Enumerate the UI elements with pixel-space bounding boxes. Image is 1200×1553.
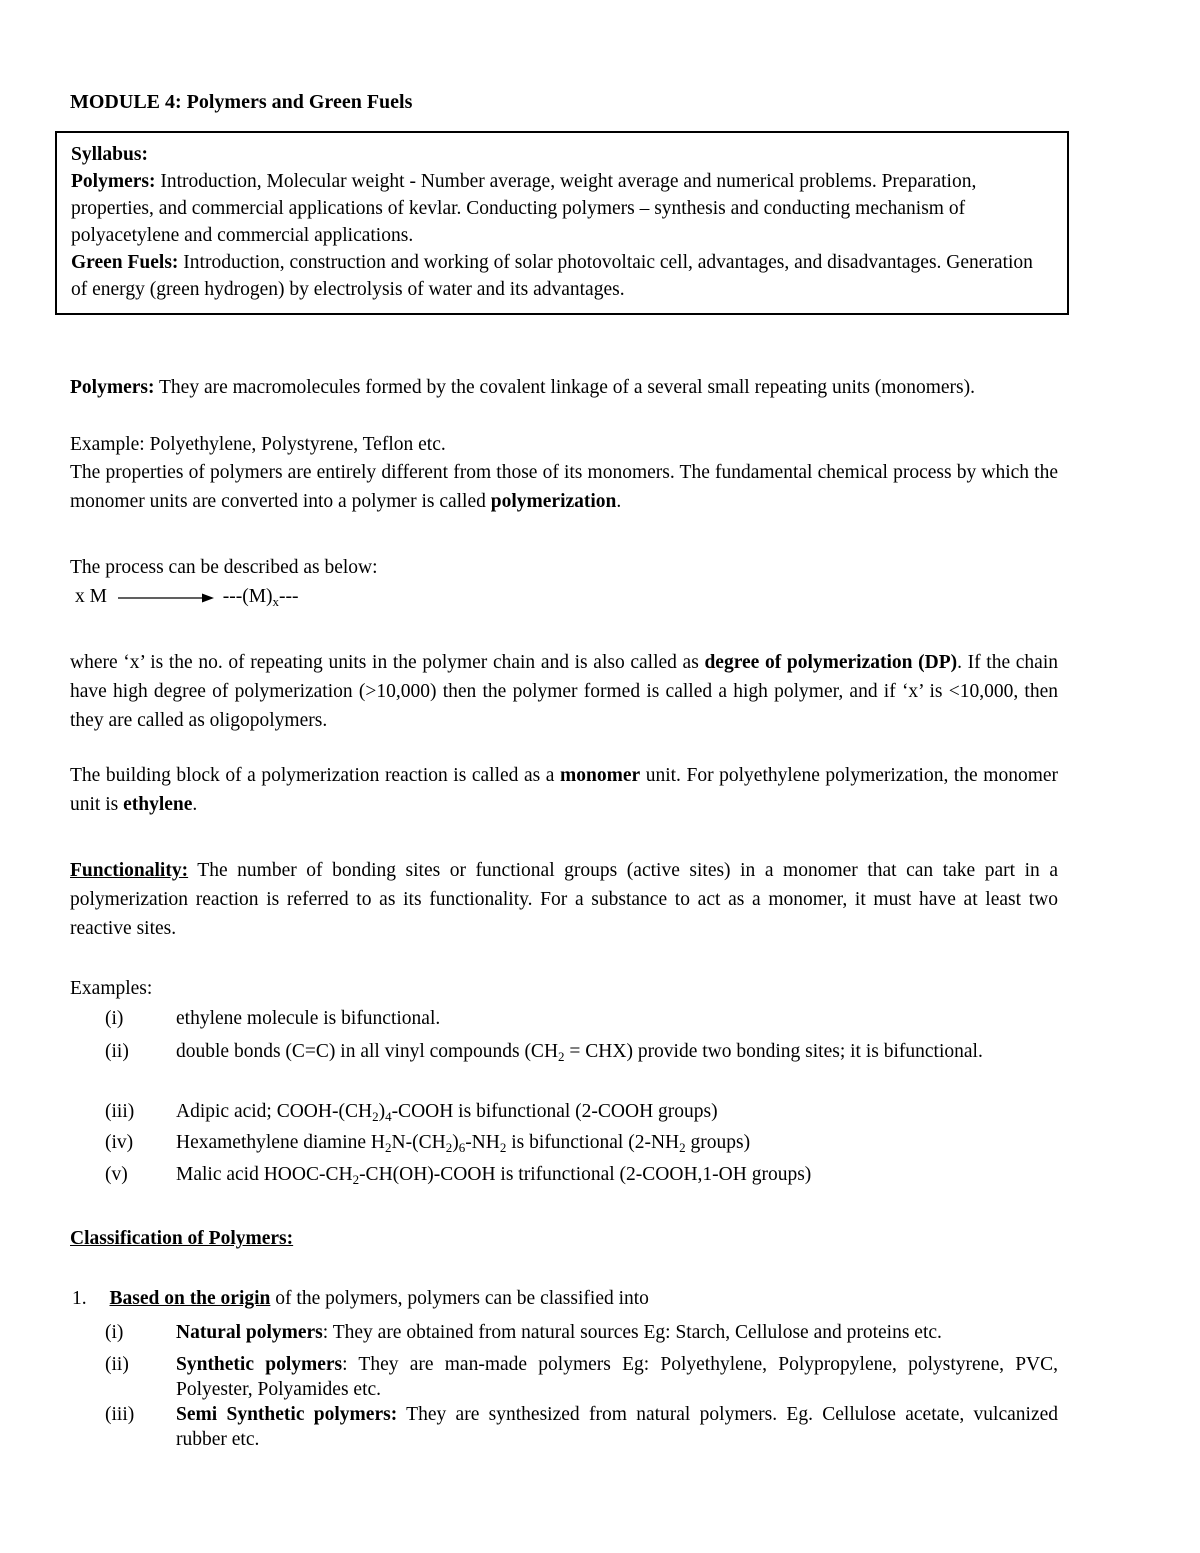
equation-reactant: x M bbox=[75, 586, 107, 607]
dp-paragraph: where ‘x’ is the no. of repeating units in the polymer chain and is also called as degree of polymerization (DP). If the chain have high degree of polymerization (>10,000) then the polymer formed is called a high polymer, and if ‘x’ is <10,000, then they are called as oligopolymers. bbox=[70, 652, 1058, 731]
polymers-properties: The properties of polymers are entirely different from those of its monomers. The fundamental chemical process by which the monomer units are converted into a polymer is called polymerization. bbox=[70, 462, 1058, 512]
polymers-definition: Polymers: They are macromolecules formed by the covalent linkage of a several small repeating units (monomers). bbox=[70, 377, 975, 398]
syllabus-polymers: Polymers: Introduction, Molecular weight - Number average, weight average and numerical problems. Preparation, properties, and commercial applications of kevlar. Conducting polymers – synthesis and conducting mechanism of polyacetylene and commercial applications. bbox=[71, 171, 977, 246]
examples-heading: Examples: bbox=[70, 978, 153, 999]
example-item: (i) ethylene molecule is bifunctional. bbox=[105, 1008, 441, 1029]
functionality-paragraph: Functionality: The number of bonding sites or functional groups (active sites) in a monomer that can take part in a polymerization reaction is referred to as its functionality. For a substance to act as a monomer, it must have at least two reactive sites. bbox=[70, 860, 1058, 939]
module-title: MODULE 4: Polymers and Green Fuels bbox=[70, 91, 413, 113]
polymerization-equation bbox=[75, 582, 299, 611]
example-item: (v) Malic acid HOOC-$CH_2-CH(OH)$-COOH is trifunctional (2-COOH,1-OH groups) bbox=[105, 1164, 812, 1187]
syllabus-heading: Syllabus: bbox=[71, 144, 148, 165]
syllabus-box bbox=[55, 131, 1069, 315]
monomer-paragraph: The building block of a polymerization reaction is called as a monomer unit. For polyethylene polymerization, the monomer unit is ethylene. bbox=[70, 765, 1059, 815]
process-intro: The process can be described as below: bbox=[70, 557, 378, 578]
syllabus-green-fuels: Green Fuels: Introduction, construction and working of solar photovoltaic cell, advantages, and disadvantages. Generation of energy (green hydrogen) by electrolysis of water and its advantages. bbox=[71, 252, 1033, 300]
classification-item-origin: 1. Based on the origin of the polymers, polymers can be classified into bbox=[72, 1288, 649, 1309]
classification-subitem: (i) Natural polymers: They are obtained from natural sources Eg: Starch, Cellulose and proteins etc. bbox=[105, 1322, 942, 1343]
example-item: (iv) Hexamethylene diamine $H_2N-(CH_2)_6-NH_2$ is bifunctional ($2-NH_2$ groups) bbox=[105, 1132, 751, 1155]
polymers-example: Example: Polyethylene, Polystyrene, Teflon etc. bbox=[70, 434, 446, 455]
classification-heading: Classification of Polymers: bbox=[70, 1228, 294, 1249]
classification-subitem: (ii) Synthetic polymers: They are man-made polymers Eg: Polyethylene, Polypropylene, polystyrene, PVC, Polyester, Polyamides etc. bbox=[105, 1354, 1059, 1400]
equation-product: $---(M)_x---$ bbox=[222, 586, 299, 609]
reaction-arrow-icon bbox=[118, 592, 214, 604]
example-item: (iii) Adipic acid; COOH-$(CH_2)_4$-COOH is bifunctional (2-COOH groups) bbox=[105, 1101, 718, 1124]
classification-subitem: (iii) Semi Synthetic polymers: They are synthesized from natural polymers. Eg. Cellulose acetate, vulcanized rubber etc. bbox=[105, 1404, 1059, 1450]
example-item: (ii) double bonds (C=C) in all vinyl compounds $(CH_2 = CHX)$ provide two bonding sites; it is bifunctional. bbox=[105, 1041, 983, 1064]
